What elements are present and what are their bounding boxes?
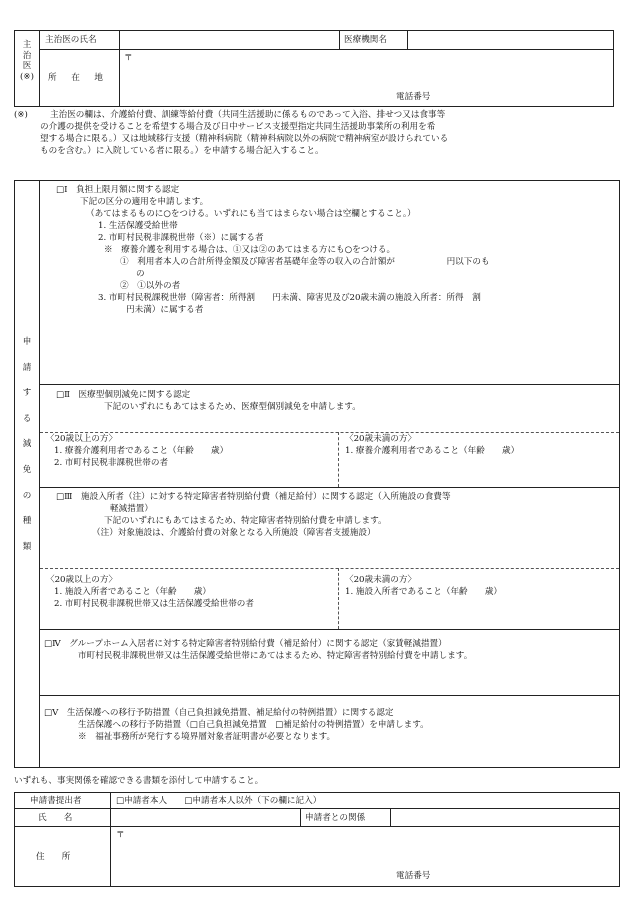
doctor-address-field[interactable] [121, 51, 611, 105]
section-2-left-head: 〈20歳以上の方〉 [46, 434, 118, 444]
submitter-relation-field[interactable] [392, 810, 618, 825]
section-2-line: 下記のいずれにもあてはまるため、医療型個別減免を申請します。 [104, 402, 361, 412]
section-1-option[interactable]: 2. 市町村民税非課税世帯（※）に属する者 [98, 233, 264, 243]
submitter-address-field[interactable] [112, 828, 618, 885]
submitter-relation-label: 申請者との関係 [305, 813, 366, 823]
note-line: ものを含む。）に入院している者に限る。）を申請する場合記入すること。 [40, 146, 324, 156]
section-1-line: 円未満）に属する者 [126, 305, 204, 315]
institution-field[interactable] [409, 31, 612, 48]
reduction-side-label: 申 請 す る 減 免 の 種 類 [22, 337, 32, 552]
section-1-option[interactable]: 3. 市町村民税課税世帯（障害者：所得割 円未満、障害児及び20歳未満の施設入所者：所得 割 [98, 293, 481, 303]
section-5-line[interactable]: 生活保護への移行予防措置（□自己負担減免措置 □補足給付の特例措置）を申請します。 [78, 720, 429, 730]
section-3-left-item[interactable]: 2. 市町村民税非課税世帯又は生活保護受給世帯の者 [54, 599, 254, 609]
section-3-line: （注）対象施設は、介護給付費の対象となる入所施設（障害者支援施設） [92, 528, 376, 538]
submitter-name-field[interactable] [112, 810, 298, 825]
submitter-phone-label: 電話番号 [396, 871, 431, 881]
doctor-name-field[interactable] [121, 31, 337, 48]
section-1-line: の [136, 269, 145, 279]
section-4-checkbox[interactable]: □Ⅳ グループホーム入居者に対する特定障害者特別給付費（補足給付）に関する認定（家賃軽減措置） [44, 639, 447, 649]
section-3-right-head: 〈20歳未満の方〉 [345, 575, 417, 585]
note-line: 望する場合に限る。）又は地域移行支援（精神科病院（精神科病院以外の病院で精神病室が設けられている [40, 134, 449, 144]
section-2-right-head: 〈20歳未満の方〉 [345, 434, 417, 444]
submitter-address-label: 住 所 [36, 852, 71, 862]
doctor-address-label: 所 在 地 [48, 73, 106, 83]
submitter-name-label: 氏 名 [38, 813, 73, 823]
section-3-line: 下記のいずれにもあてはまるため、特定障害者特別給付費を申請します。 [104, 516, 387, 526]
section-5-line: ※ 福祉事務所が発行する境界層対象者証明書が必要となります。 [78, 732, 336, 742]
section-2-left-item[interactable]: 2. 市町村民税非課税世帯の者 [54, 458, 169, 468]
section-1-line: ※ 療養介護を利用する場合は、①又は②のあてはまる方にも○をつける。 [104, 245, 396, 255]
submitter-label: 申請書提出者 [30, 796, 82, 806]
section-3-line: 軽減措置） [110, 504, 153, 514]
section-5-checkbox[interactable]: □Ⅴ 生活保護への移行予防措置（自己負担減免措置、補足給付の特例措置）に関する認定 [44, 708, 394, 718]
submitter-options[interactable]: □申請者本人 □申請者本人以外（下の欄に記入） [116, 796, 322, 806]
institution-label: 医療機関名 [344, 35, 387, 45]
doctor-name-label: 主治医の氏名 [45, 35, 97, 45]
doctor-phone-label: 電話番号 [396, 92, 431, 102]
section-1-line: 下記の区分の適用を申請します。 [80, 197, 209, 207]
section-1-option[interactable]: ① 利用者本人の合計所得金額及び障害者基礎年金等の収入の合計額が 円以下のも [120, 257, 490, 267]
doctor-postal-mark: 〒 [124, 53, 133, 63]
section-1-option[interactable]: ② ①以外の者 [120, 281, 181, 291]
section-2-left-item[interactable]: 1. 療養介護利用者であること（年齢 歳） [54, 446, 229, 456]
section-1-option[interactable]: 1. 生活保護受給世帯 [98, 221, 178, 231]
submitter-postal-mark: 〒 [116, 830, 125, 840]
section-3-right-item[interactable]: 1. 施設入所者であること（年齢 歳） [345, 587, 503, 597]
section-1-checkbox[interactable]: □Ⅰ 負担上限月額に関する認定 [56, 185, 180, 195]
section-4-line: 市町村民税非課税世帯又は生活保護受給世帯にあてはまるため、特定障害者特別給付費を申請します。 [78, 651, 473, 661]
section-3-left-head: 〈20歳以上の方〉 [46, 575, 118, 585]
section-2-right-item[interactable]: 1. 療養介護利用者であること（年齢 歳） [345, 446, 520, 456]
section-3-left-item[interactable]: 1. 施設入所者であること（年齢 歳） [54, 587, 212, 597]
section-2-checkbox[interactable]: □Ⅱ 医療型個別減免に関する認定 [56, 390, 191, 400]
attachment-note: いずれも、事実関係を確認できる書類を添付して申請すること。 [14, 776, 264, 786]
doctor-side-label: 主 治 医 (※) [20, 40, 34, 83]
note-mark: (※) [14, 110, 28, 120]
section-3-checkbox[interactable]: □Ⅲ 施設入所者（注）に対する特定障害者特別給付費（補足給付）に関する認定（入所施設の食費等 [56, 492, 451, 502]
section-1-line: （あてはまるものに○をつける。いずれにも当てはまらない場合は空欄とすること。） [86, 209, 416, 219]
note-line: 主治医の欄は、介護給付費、訓練等給付費（共同生活援助に係るものであって入浴、排せつ又は食事等 [50, 110, 446, 120]
note-line: の介護の提供を受けることを希望する場合及び日中サービス支援型指定共同生活援助事業所の利用を希 [40, 122, 436, 132]
